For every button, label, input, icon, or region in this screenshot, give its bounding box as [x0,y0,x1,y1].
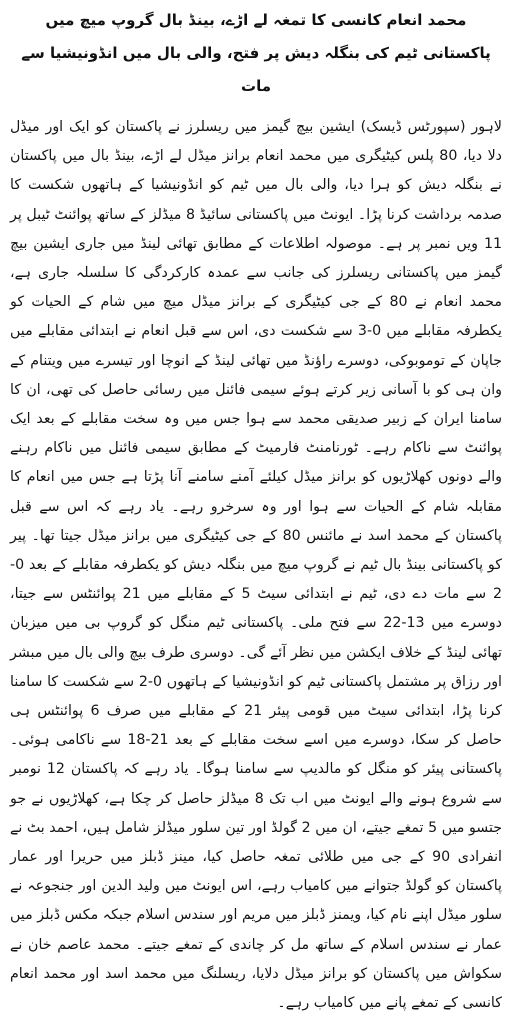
news-article [10,4,503,1012]
article-headline: محمد انعام کانسی کا تمغہ لے اڑے، بینڈ بال گروپ میچ میں پاکستانی ٹیم کی بنگلہ دیش پر فتح، والی بال میں انڈونیشیا سے مات [21,11,491,95]
article-body: لاہور (سپورٹس ڈیسک) ایشین بیچ گیمز میں ریسلرز نے پاکستان کو ایک اور میڈل دلا دیا، 80 پلس کیٹیگری میں محمد انعام برانز میڈل لے اڑے، بینڈ بال میں پاکستان نے بنگلہ دیش کو ہرا دیا، والی بال میں ٹیم کو انڈونیشیا کے ہاتھوں شکست کا صدمہ برداشت کرنا پڑا۔ ایونٹ میں پاکستانی سائیڈ 8 میڈلز کے ساتھ پوائنٹ ٹیبل پر 11 ویں نمبر پر ہے۔ موصولہ اطلاعات کے مطابق تھائی لینڈ میں جاری ایشین بیچ گیمز میں پاکستانی ریسلرز کی جانب سے عمدہ کارکردگی کا سلسلہ جاری ہے، محمد انعام نے 80 کے جی کیٹیگری کے برانز میڈل میچ میں شام کے الحیات کو یکطرفہ مقابلے میں 0-3 سے شکست دی، اس سے قبل انعام نے ابتدائی مقابلے میں جاپان کے توموبوکی، دوسرے راؤنڈ میں تھائی لینڈ کے انوچا اور تیسرے میں ویتنام کے وان ہی کو با آسانی زیر کرتے ہوئے سیمی فائنل میں رسائی حاصل کی تھی، ان کا سامنا ایران کے زبیر صدیقی محمد سے ہوا جس میں وہ سخت مقابلے کے بعد ایک پوائنٹ سے ناکام رہے۔ ٹورنامنٹ فارمیٹ کے مطابق سیمی فائنل میں ناکام رہنے والے دونوں کھلاڑیوں کو برانز میڈل کیلئے آمنے سامنے آنا پڑتا ہے جس میں انعام کا مقابلہ شام کے الحیات سے ہوا اور وہ سرخرو رہے۔ یاد رہے کہ اس سے قبل پاکستان کے محمد اسد نے مائنس 80 کے جی کیٹیگری میں برانز میڈل جیتا تھا۔ پیر کو پاکستانی بینڈ بال ٹیم نے گروپ میچ میں بنگلہ دیش کو یکطرفہ مقابلے کے بعد 0-2 سے مات دے دی، ٹیم نے ابتدائی سیٹ 5 کے مقابلے میں 21 پوائنٹس سے جیتا، دوسرے میں 13-22 سے فتح ملی۔ پاکستانی ٹیم منگل کو گروپ بی میں میزبان تھائی لینڈ کے خلاف ایکشن میں نظر آئے گی۔ دوسری طرف بیچ والی بال میں مبشر اور رزاق پر مشتمل پاکستانی ٹیم کو انڈونیشیا کے ہاتھوں 0-2 سے شکست کا سامنا کرنا پڑا، ابتدائی سیٹ میں قومی پیئر 21 کے مقابلے میں صرف 6 پوائنٹس ہی حاصل کر سکا، دوسرے میں اسے سخت مقابلے کے بعد 21-18 سے ناکامی ہوئی۔ پاکستانی پیئر کو منگل کو مالدیپ سے سامنا ہوگا۔ یاد رہے کہ پاکستان 12 نومبر سے شروع ہونے والے ایونٹ میں اب تک 8 میڈلز حاصل کر چکا ہے، کھلاڑیوں نے جو جتسو میں 5 تمغے جیتے، ان میں 2 گولڈ اور تین سلور میڈلز شامل ہیں، احمد بٹ نے انفرادی 90 کے جی میں طلائی تمغہ حاصل کیا، مینز ڈبلز میں حریرا اور عمار پاکستان کو گولڈ جتوانے میں کامیاب رہے، اس ایونٹ میں ولید الدین اور جنجوعہ نے سلور میڈل اپنے نام کیا، ویمنز ڈبلز میں مریم اور سندس اسلام جبکہ مکس ڈبلز میں عمار نے سندس اسلام کے ساتھ مل کر چاندی کے تمغے جیتے۔ محمد عاصم خان نے سکواش میں پاکستان کو برانز میڈل دلایا، ریسلنگ میں محمد اسد اور محمد انعام کانسی کے تمغے پانے میں کامیاب رہے۔ [10,119,503,1012]
